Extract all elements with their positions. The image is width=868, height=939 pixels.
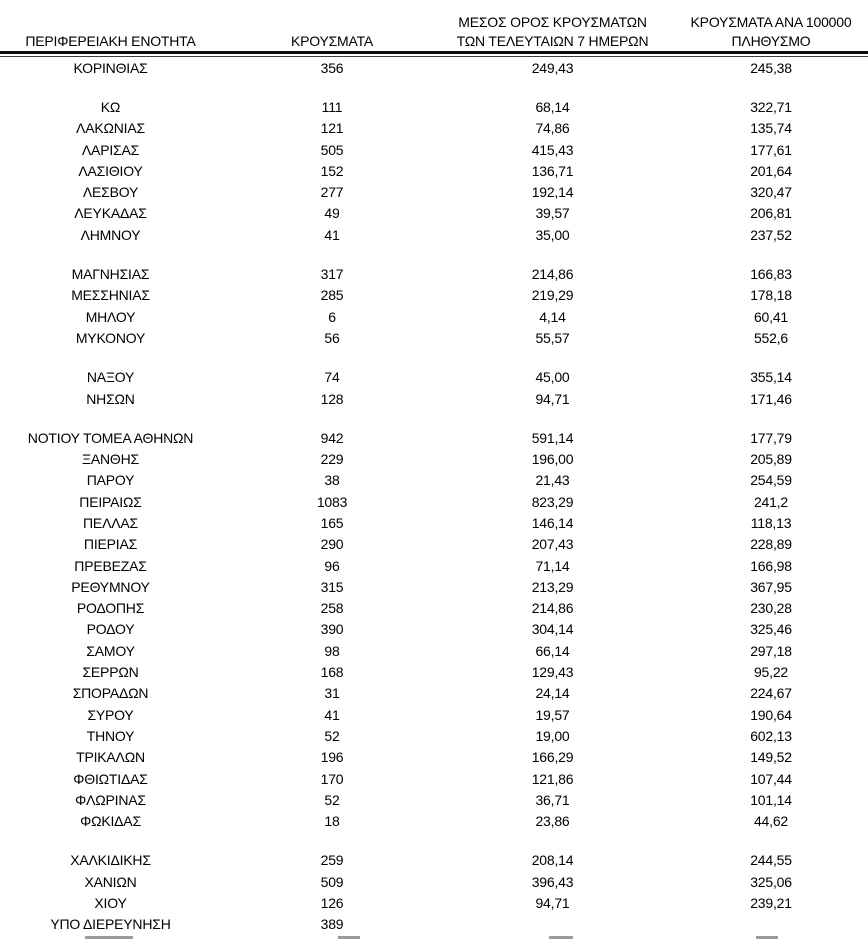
table-row [0, 224, 868, 245]
cases-cell: 290 [320, 536, 344, 553]
region-cell: ΧΑΛΚΙΔΙΚΗΣ [70, 852, 151, 869]
region-cell: ΠΙΕΡΙΑΣ [83, 536, 138, 553]
avg7-cell: 166,29 [531, 749, 574, 766]
region-cell: ΝΑΞΟΥ [86, 369, 135, 386]
per100k-cell: 355,14 [750, 369, 792, 386]
table-row [0, 747, 868, 768]
table-row [0, 850, 868, 871]
column-header-avg7days-line2: ΤΩΝ ΤΕΛΕΥΤΑΙΩΝ 7 ΗΜΕΡΩΝ [456, 33, 649, 49]
region-cell: ΠΕΛΛΑΣ [83, 514, 138, 531]
cases-cell: 56 [324, 329, 340, 346]
table-row [0, 892, 868, 913]
cases-cell: 126 [320, 895, 344, 912]
table-row [0, 725, 868, 746]
table-row [0, 640, 868, 661]
table-row [0, 661, 868, 682]
region-cell: ΝΟΤΙΟΥ ΤΟΜΕΑ ΑΘΗΝΩΝ [27, 429, 194, 446]
avg7-cell: 71,14 [535, 557, 570, 574]
table-row [0, 427, 868, 448]
cases-cell: 229 [320, 451, 344, 468]
cases-cell: 41 [324, 226, 340, 243]
region-cell: ΦΘΙΩΤΙΔΑΣ [73, 770, 148, 787]
table-row [0, 683, 868, 704]
table-row [0, 160, 868, 181]
avg7-cell: 591,14 [531, 429, 574, 446]
avg7-cell: 94,71 [535, 895, 570, 912]
region-cell: ΥΠΟ ΔΙΕΡΕΥΝΗΣΗ [50, 916, 171, 933]
table-row [0, 704, 868, 725]
region-cell: ΤΡΙΚΑΛΩΝ [76, 749, 145, 766]
avg7-cell: 196,00 [531, 451, 574, 468]
cutoff-row-remnant [0, 935, 868, 939]
avg7-cell: 24,14 [535, 685, 570, 702]
table-row [0, 470, 868, 491]
cases-cell: 505 [320, 141, 344, 158]
cases-cell: 52 [324, 727, 340, 744]
per100k-cell: 95,22 [753, 664, 789, 681]
table-body [0, 57, 868, 935]
per100k-cell: 44,62 [753, 813, 789, 830]
avg7-cell: 39,57 [535, 205, 570, 222]
region-cell: ΚΟΡΙΝΘΙΑΣ [73, 59, 148, 76]
avg7-cell: 4,14 [539, 308, 566, 325]
table-row [0, 203, 868, 224]
cases-cell: 111 [321, 98, 343, 115]
per100k-cell: 178,18 [750, 287, 792, 304]
avg7-cell: 304,14 [531, 621, 574, 638]
per100k-cell: 228,89 [750, 536, 792, 553]
column-header-per-100k-line2: ΠΛΗΘΥΣΜΟ [731, 33, 811, 49]
table-row [0, 555, 868, 576]
avg7-cell: 136,71 [531, 162, 574, 179]
table-row [0, 768, 868, 789]
avg7-cell: 213,29 [531, 578, 574, 595]
cases-cell: 285 [320, 287, 344, 304]
table-row [0, 327, 868, 348]
region-cell: ΤΗΝΟΥ [86, 727, 135, 744]
table-row [0, 576, 868, 597]
table-row [0, 811, 868, 832]
region-cell: ΛΑΡΙΣΑΣ [81, 141, 140, 158]
per100k-cell: 237,52 [750, 226, 792, 243]
region-cell: ΠΕΙΡΑΙΩΣ [79, 493, 142, 510]
cases-cell: 390 [320, 621, 344, 638]
avg7-cell: 214,86 [531, 600, 574, 617]
region-cell: ΜΥΚΟΝΟΥ [75, 329, 146, 346]
table-row [0, 367, 868, 388]
column-header-per-100k [662, 13, 868, 51]
per100k-cell: 367,95 [750, 578, 792, 595]
table-row [0, 118, 868, 139]
region-cell: ΛΕΣΒΟΥ [82, 184, 139, 201]
table-row [0, 57, 868, 78]
region-cell: ΞΑΝΘΗΣ [81, 451, 139, 468]
avg7-cell: 823,29 [531, 493, 574, 510]
per100k-cell: 107,44 [750, 770, 792, 787]
cases-cell: 509 [320, 873, 344, 890]
region-cell: ΣΥΡΟΥ [87, 706, 134, 723]
cases-cell: 18 [324, 813, 340, 830]
cases-cell: 52 [324, 791, 340, 808]
per100k-cell: 602,13 [750, 727, 792, 744]
table-row [0, 96, 868, 117]
per100k-cell: 230,28 [750, 600, 792, 617]
region-cell: ΦΩΚΙΔΑΣ [80, 813, 141, 830]
per100k-cell: 205,89 [750, 451, 792, 468]
region-cell: ΦΛΩΡΙΝΑΣ [75, 791, 146, 808]
table-row [0, 512, 868, 533]
table-row [0, 263, 868, 284]
cases-cell: 6 [328, 308, 336, 325]
per100k-cell: 60,41 [753, 308, 789, 325]
cases-cell: 152 [320, 162, 344, 179]
column-header-avg7days-line1: ΜΕΣΟΣ ΟΡΟΣ ΚΡΟΥΣΜΑΤΩΝ [458, 14, 647, 30]
cases-cell: 41 [324, 706, 340, 723]
region-cell: ΛΑΣΙΘΙΟΥ [78, 162, 143, 179]
cases-cell: 74 [324, 369, 340, 386]
per100k-cell: 552,6 [753, 329, 789, 346]
per100k-cell: 177,79 [750, 429, 792, 446]
per100k-cell: 101,14 [750, 791, 792, 808]
cases-cell: 49 [324, 205, 340, 222]
region-cell: ΧΙΟΥ [94, 895, 127, 912]
region-cell: ΡΟΔΟΠΗΣ [76, 600, 145, 617]
avg7-cell: 207,43 [531, 536, 574, 553]
avg7-cell: 192,14 [531, 184, 574, 201]
region-cell: ΚΩ [100, 98, 121, 115]
avg7-cell: 55,57 [535, 329, 570, 346]
per100k-cell: 118,13 [750, 514, 792, 531]
avg7-cell: 36,71 [535, 791, 570, 808]
per100k-cell: 171,46 [750, 390, 792, 407]
avg7-cell: 68,14 [535, 98, 570, 115]
cases-cell: 356 [320, 59, 344, 76]
region-cell: ΜΕΣΣΗΝΙΑΣ [71, 287, 150, 304]
avg7-cell: 94,71 [535, 390, 570, 407]
table-row [0, 285, 868, 306]
table-row [0, 598, 868, 619]
per100k-cell: 254,59 [750, 472, 792, 489]
avg7-cell: 35,00 [535, 226, 570, 243]
per100k-cell: 325,46 [750, 621, 792, 638]
avg7-cell: 23,86 [535, 813, 570, 830]
table-header-row [0, 0, 868, 51]
region-cell: ΝΗΣΩΝ [86, 390, 135, 407]
region-cell: ΣΕΡΡΩΝ [82, 664, 139, 681]
per100k-cell: 320,47 [750, 184, 792, 201]
cases-cell: 277 [320, 184, 344, 201]
cases-cell: 1083 [316, 493, 348, 510]
region-cell: ΣΠΟΡΑΔΩΝ [72, 685, 149, 702]
cases-cell: 315 [320, 578, 344, 595]
column-header-cases [221, 32, 443, 51]
avg7-cell: 19,57 [535, 706, 570, 723]
table-row [0, 871, 868, 892]
region-cell: ΛΗΜΝΟΥ [80, 226, 141, 243]
cases-cell: 389 [320, 916, 344, 933]
per100k-cell: 177,61 [750, 141, 792, 158]
per100k-cell: 297,18 [750, 642, 792, 659]
column-header-region [0, 32, 221, 51]
avg7-cell: 219,29 [531, 287, 574, 304]
per100k-cell: 149,52 [750, 749, 792, 766]
cases-cell: 121 [320, 120, 344, 137]
cases-cell: 38 [324, 472, 340, 489]
avg7-cell: 396,43 [531, 873, 574, 890]
cases-cell: 942 [320, 429, 344, 446]
table-row [0, 388, 868, 409]
avg7-cell: 129,43 [531, 664, 574, 681]
table-row [0, 139, 868, 160]
per100k-cell: 135,74 [750, 120, 792, 137]
per100k-cell: 244,55 [750, 852, 792, 869]
cases-cell: 31 [324, 685, 340, 702]
table-row [0, 789, 868, 810]
region-cell: ΧΑΝΙΩΝ [84, 873, 137, 890]
region-cell: ΜΗΛΟΥ [85, 308, 136, 325]
table-row [0, 306, 868, 327]
cases-cell: 196 [320, 749, 344, 766]
table-row [0, 448, 868, 469]
region-cell: ΣΑΜΟΥ [86, 642, 135, 659]
avg7-cell: 146,14 [531, 514, 574, 531]
per100k-cell: 190,64 [750, 706, 792, 723]
per100k-cell: 166,98 [750, 557, 792, 574]
cases-cell: 317 [320, 266, 344, 283]
per100k-cell: 201,64 [750, 162, 792, 179]
table-row [0, 619, 868, 640]
region-cell: ΠΑΡΟΥ [86, 472, 135, 489]
per100k-cell: 241,2 [753, 493, 789, 510]
region-cell: ΠΡΕΒΕΖΑΣ [74, 557, 147, 574]
avg7-cell: 249,43 [531, 59, 574, 76]
per100k-cell: 322,71 [750, 98, 792, 115]
avg7-cell: 66,14 [535, 642, 570, 659]
cases-cell: 128 [320, 390, 344, 407]
avg7-cell: 415,43 [531, 141, 574, 158]
cases-cell: 258 [320, 600, 344, 617]
avg7-cell: 74,86 [535, 120, 570, 137]
region-cell: ΛΕΥΚΑΔΑΣ [74, 205, 147, 222]
table-row [0, 914, 868, 935]
cases-cell: 170 [320, 770, 344, 787]
cases-cell: 165 [320, 514, 344, 531]
column-header-avg7days [443, 13, 662, 51]
region-cell: ΜΑΓΝΗΣΙΑΣ [71, 266, 150, 283]
table-row [0, 181, 868, 202]
column-header-region-label: ΠΕΡΙΦΕΡΕΙΑΚΗ ΕΝΟΤΗΤΑ [25, 33, 196, 49]
avg7-cell: 214,86 [531, 266, 574, 283]
region-cell: ΡΕΘΥΜΝΟΥ [71, 578, 150, 595]
cases-cell: 96 [324, 557, 340, 574]
avg7-cell: 45,00 [535, 369, 570, 386]
per100k-cell: 239,21 [750, 895, 792, 912]
per100k-cell: 206,81 [750, 205, 792, 222]
column-header-cases-label: ΚΡΟΥΣΜΑΤΑ [290, 33, 374, 49]
region-cell: ΡΟΔΟΥ [86, 621, 135, 638]
cases-cell: 259 [320, 852, 344, 869]
cases-cell: 168 [320, 664, 344, 681]
per100k-cell: 325,06 [750, 873, 792, 890]
avg7-cell: 121,86 [531, 770, 574, 787]
region-cell: ΛΑΚΩΝΙΑΣ [76, 120, 145, 137]
per100k-cell: 224,67 [750, 685, 792, 702]
avg7-cell: 21,43 [535, 472, 570, 489]
avg7-cell: 19,00 [535, 727, 570, 744]
table-row [0, 534, 868, 555]
table-row [0, 491, 868, 512]
column-header-per-100k-line1: ΚΡΟΥΣΜΑΤΑ ΑΝΑ 100000 [690, 14, 852, 30]
cases-cell: 98 [324, 642, 340, 659]
avg7-cell: 208,14 [531, 852, 574, 869]
per100k-cell: 166,83 [750, 266, 792, 283]
per100k-cell: 245,38 [750, 59, 792, 76]
